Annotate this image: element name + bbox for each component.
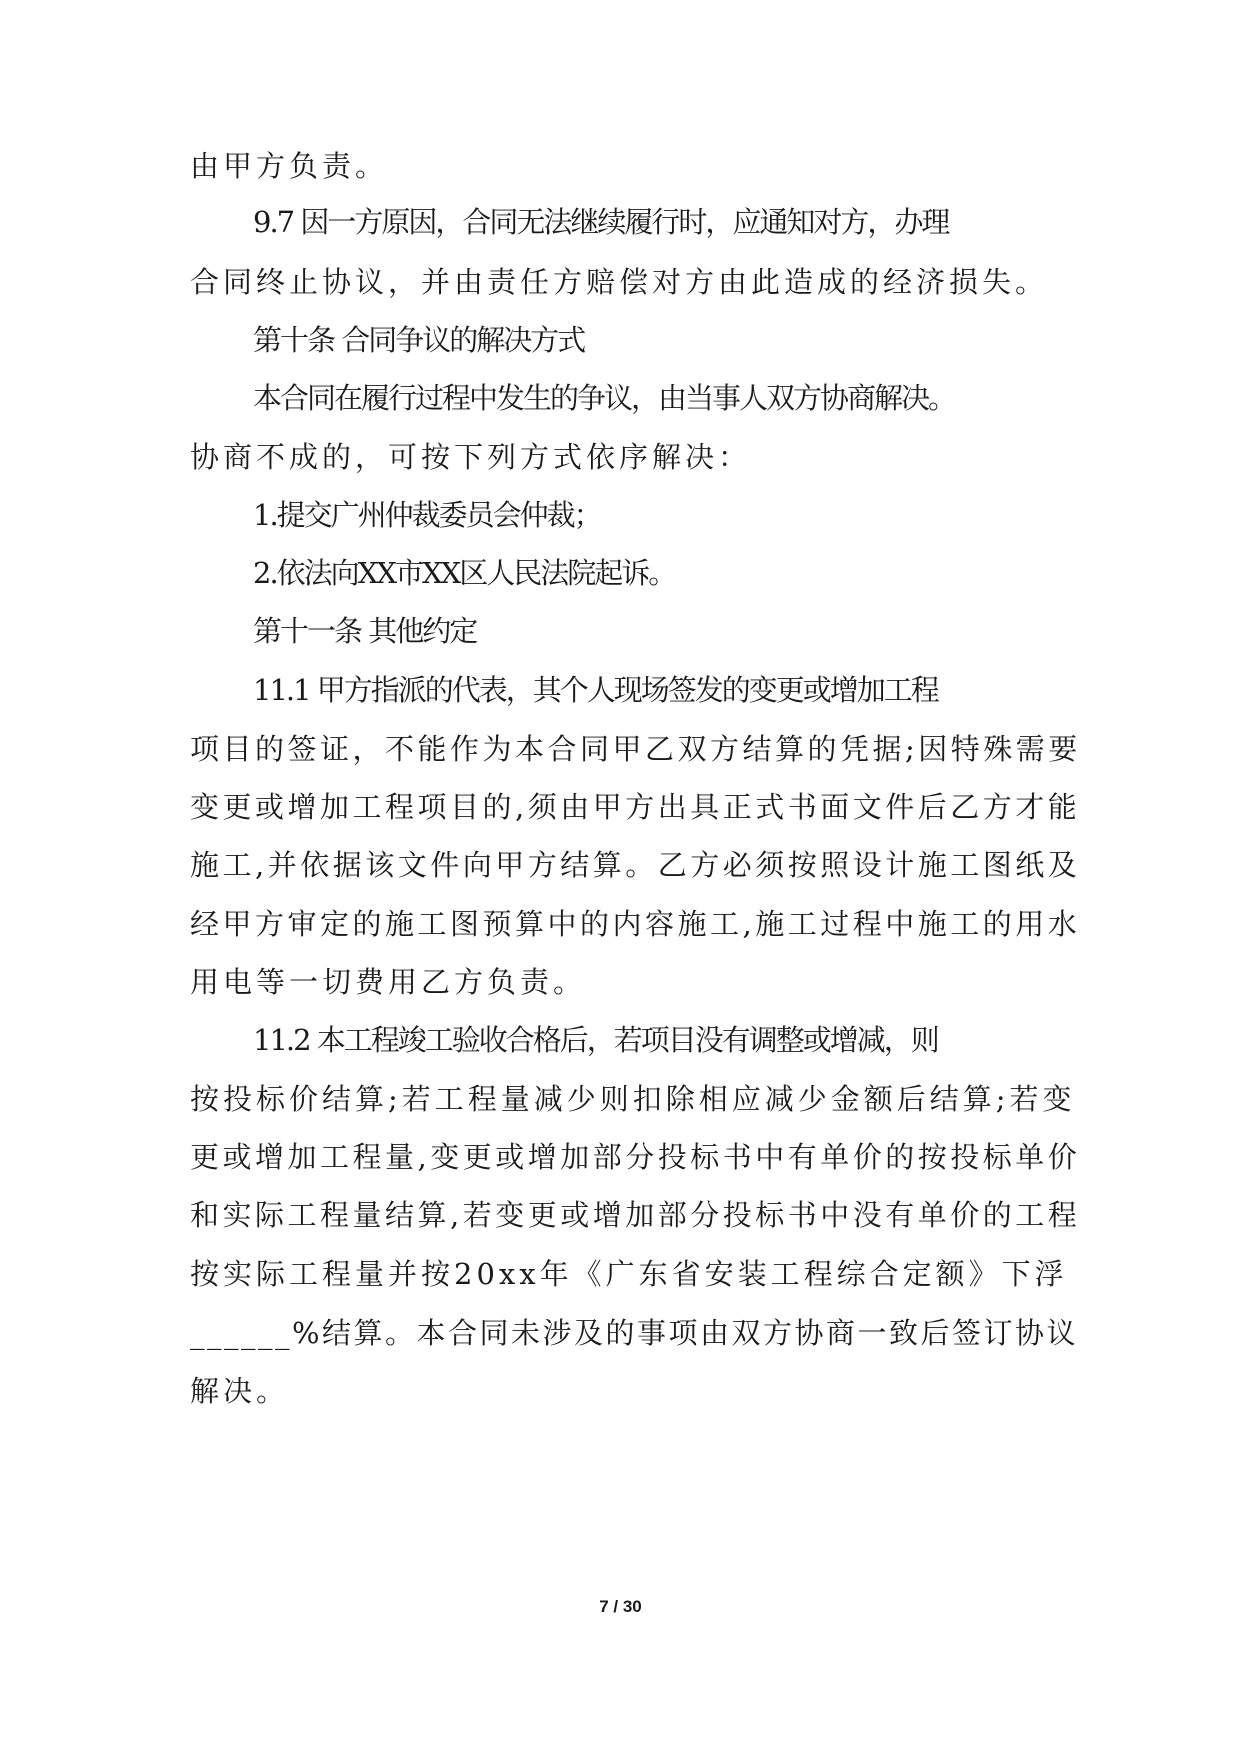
paragraph-line: 经甲方审定的施工图预算中的内容施工,施工过程中施工的用水 xyxy=(190,907,1081,941)
list-item: 2.依法向XX市XX区人民法院起诉。 xyxy=(253,556,676,590)
page-number: 7 / 30 xyxy=(599,1597,642,1616)
paragraph-line: 更或增加工程量,变更或增加部分投标书中有单价的按投标单价 xyxy=(190,1140,1081,1174)
paragraph-line: 解决。 xyxy=(190,1374,290,1408)
paragraph-line: 施工,并依据该文件向甲方结算。乙方必须按照设计施工图纸及 xyxy=(190,848,1081,882)
paragraph-line: 11.1 甲方指派的代表，其个人现场签发的变更或增加工程 xyxy=(253,673,938,707)
paragraph-line: 变更或增加工程项目的,须由甲方出具正式书面文件后乙方才能 xyxy=(190,790,1081,824)
paragraph-line: 11.2 本工程竣工验收合格后，若项目没有调整或增减，则 xyxy=(253,1023,938,1057)
paragraph-line: 按投标价结算;若工程量减少则扣除相应减少金额后结算;若变 xyxy=(190,1082,1076,1116)
paragraph-line: 合同终止协议，并由责任方赔偿对方由此造成的经济损失。 xyxy=(190,265,1049,299)
paragraph-line: 由甲方负责。 xyxy=(190,149,389,183)
paragraph-line: 本合同在履行过程中发生的争议，由当事人双方协商解决。 xyxy=(253,381,956,415)
paragraph-line: 协商不成的，可按下列方式依序解决： xyxy=(190,440,752,474)
paragraph-line: 9.7 因一方原因，合同无法继续履行时，应通知对方，办理 xyxy=(253,205,949,239)
list-item: 1.提交广州仲裁委员会仲裁； xyxy=(253,498,601,532)
paragraph-line: ______%结算。本合同未涉及的事项由双方协商一致后签订协议 xyxy=(190,1316,1079,1350)
paragraph-line: 和实际工程量结算,若变更或增加部分投标书中没有单价的工程 xyxy=(190,1198,1081,1232)
paragraph-line: 按实际工程量并按20xx年《广东省安装工程综合定额》下浮 xyxy=(190,1257,1068,1291)
paragraph-line: 用电等一切费用乙方负责。 xyxy=(190,965,587,999)
paragraph-line: 项目的签证，不能作为本合同甲乙双方结算的凭据;因特殊需要 xyxy=(190,732,1081,766)
section-heading: 第十条 合同争议的解决方式 xyxy=(253,323,585,357)
section-heading: 第十一条 其他约定 xyxy=(253,614,477,648)
